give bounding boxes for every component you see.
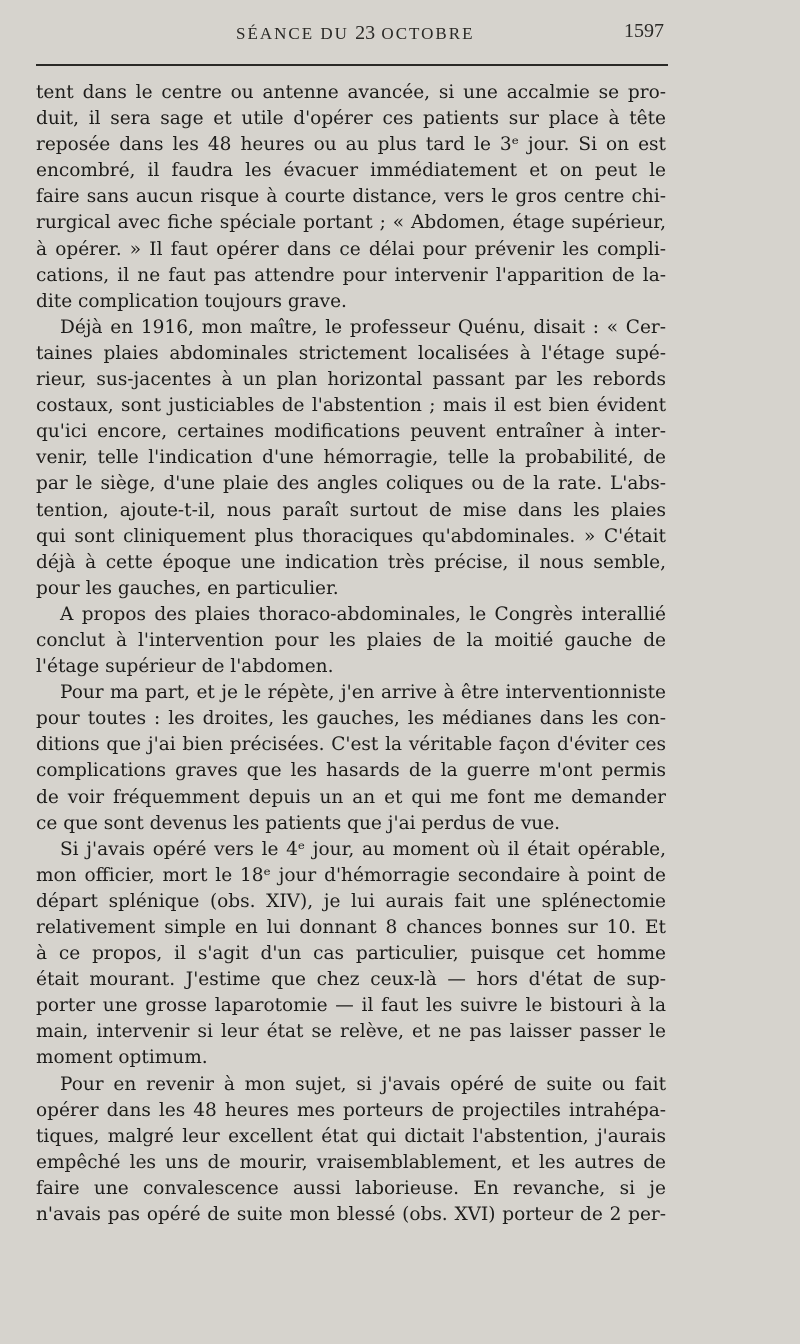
- text-line: dite complication toujours grave.: [36, 290, 347, 312]
- text-line: complications graves que les hasards de la guerre m'ont permis: [36, 760, 666, 782]
- running-title-number: 23: [355, 22, 376, 44]
- text-line: pour les gauches, en particulier.: [36, 577, 339, 599]
- text-line: reposée dans les 48 heures ou au plus tard le 3ᵉ jour. Si on est: [36, 134, 666, 156]
- text-line: cations, il ne faut pas attendre pour intervenir l'apparition de la-: [36, 264, 666, 286]
- text-line: porter une grosse laparotomie — il faut les suivre le bistouri à la: [36, 995, 666, 1017]
- text-line: moment optimum.: [36, 1047, 208, 1069]
- text-line: empêché les uns de mourir, vraisemblablement, et les autres de: [36, 1151, 666, 1173]
- text-line: n'avais pas opéré de suite mon blessé (obs. XVI) porteur de 2 per-: [36, 1204, 666, 1226]
- running-title-month: OCTOBRE: [381, 24, 475, 43]
- running-title: [236, 22, 474, 45]
- body-text: [36, 80, 666, 1228]
- text-line: ditions que j'ai bien précisées. C'est la véritable façon d'éviter ces: [36, 734, 666, 756]
- text-line: rurgical avec fiche spéciale portant ; « Abdomen, étage supérieur,: [36, 212, 666, 234]
- text-line: ce que sont devenus les patients que j'ai perdus de vue.: [36, 812, 561, 834]
- text-line: Si j'avais opéré vers le 4ᵉ jour, au moment où il était opérable,: [60, 838, 666, 860]
- running-title-text: SÉANCE DU: [236, 24, 349, 43]
- text-line: qu'ici encore, certaines modifications peuvent entraîner à inter-: [36, 421, 666, 443]
- running-head: [36, 18, 664, 48]
- page-number: 1597: [624, 20, 664, 42]
- text-line: Pour ma part, et je le répète, j'en arrive à être interventionniste: [60, 682, 666, 704]
- text-line: rieur, sus-jacentes à un plan horizontal passant par les rebords: [36, 369, 666, 391]
- text-line: tiques, malgré leur excellent état qui dictait l'abstention, j'aurais: [36, 1125, 666, 1147]
- text-line: relativement simple en lui donnant 8 chances bonnes sur 10. Et: [36, 917, 666, 938]
- text-line: taines plaies abdominales strictement localisées à l'étage supé-: [36, 342, 666, 364]
- text-line: A propos des plaies thoraco-abdominales, le Congrès interallié: [60, 603, 666, 625]
- text-line: départ splénique (obs. XIV), je lui aurais fait une splénectomie: [36, 890, 666, 912]
- text-line: Pour en revenir à mon sujet, si j'avais opéré de suite ou fait: [60, 1073, 666, 1095]
- text-line: Déjà en 1916, mon maître, le professeur Quénu, disait : « Cer-: [60, 316, 666, 338]
- text-line: par le siège, d'une plaie des angles coliques ou de la rate. L'abs-: [36, 473, 666, 495]
- text-line: opérer dans les 48 heures mes porteurs de projectiles intrahépa-: [36, 1099, 666, 1121]
- text-line: conclut à l'intervention pour les plaies de la moitié gauche de: [36, 629, 666, 651]
- text-line: venir, telle l'indication d'une hémorragie, telle la probabilité, de: [36, 447, 666, 469]
- text-line: de voir fréquemment depuis un an et qui me font me demander: [36, 786, 666, 808]
- text-line: costaux, sont justiciables de l'abstention ; mais il est bien évident: [36, 395, 666, 417]
- text-line: qui sont cliniquement plus thoraciques qu'abdominales. » C'était: [36, 525, 666, 547]
- text-line: faire sans aucun risque à courte distance, vers le gros centre chi-: [36, 186, 666, 208]
- text-line: tent dans le centre ou antenne avancée, si une accalmie se pro-: [36, 82, 666, 103]
- text-line: duit, il sera sage et utile d'opérer ces patients sur place à tête: [36, 108, 666, 130]
- text-line: à opérer. » Il faut opérer dans ce délai pour prévenir les compli-: [36, 238, 666, 260]
- text-line: pour toutes : les droites, les gauches, les médianes dans les con-: [36, 708, 666, 730]
- header-rule: [36, 64, 668, 66]
- text-line: à ce propos, il s'agit d'un cas particulier, puisque cet homme: [36, 943, 666, 965]
- text-line: encombré, il faudra les évacuer immédiatement et on peut le: [36, 160, 666, 182]
- text-line: mon officier, mort le 18ᵉ jour d'hémorragie secondaire à point de: [36, 864, 666, 886]
- text-line: l'étage supérieur de l'abdomen.: [36, 656, 334, 678]
- text-line: déjà à cette époque une indication très précise, il nous semble,: [36, 551, 666, 573]
- text-line: faire une convalescence aussi laborieuse. En revanche, si je: [36, 1177, 666, 1199]
- text-line: main, intervenir si leur état se relève, et ne pas laisser passer le: [36, 1021, 666, 1043]
- text-line: était mourant. J'estime que chez ceux-là — hors d'état de sup-: [36, 969, 666, 991]
- text-line: tention, ajoute-t-il, nous paraît surtout de mise dans les plaies: [36, 499, 666, 521]
